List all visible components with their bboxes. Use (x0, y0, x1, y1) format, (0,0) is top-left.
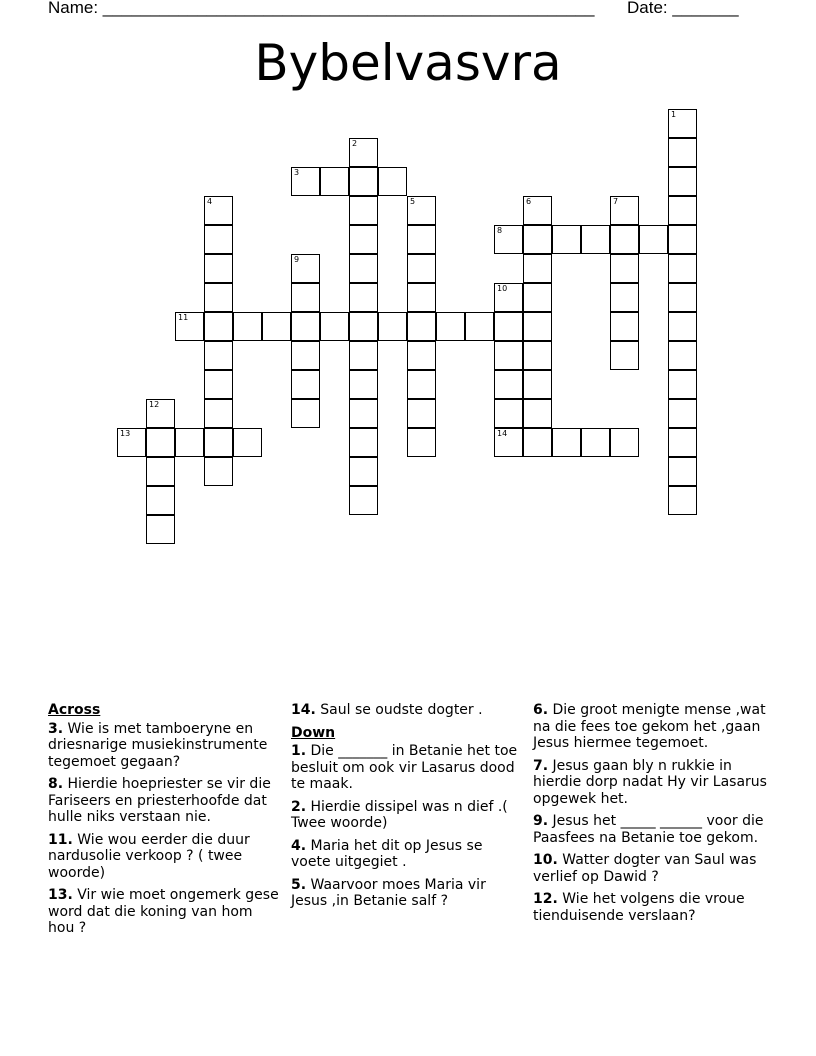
clues-column-1 (48, 702, 283, 943)
crossword-cell[interactable] (349, 428, 378, 457)
crossword-cell[interactable] (668, 428, 697, 457)
crossword-cell[interactable] (494, 370, 523, 399)
crossword-cell[interactable] (291, 341, 320, 370)
clue-number: 11 (178, 313, 189, 322)
crossword-cell[interactable] (494, 428, 523, 457)
crossword-cell[interactable] (552, 225, 581, 254)
crossword-cell[interactable] (668, 399, 697, 428)
clue-number: 10 (497, 284, 508, 293)
crossword-cell[interactable] (291, 254, 320, 283)
crossword-cell[interactable] (291, 370, 320, 399)
crossword-cell[interactable] (204, 312, 233, 341)
crossword-cell[interactable] (146, 486, 175, 515)
crossword-cell[interactable] (320, 312, 349, 341)
crossword-cell[interactable] (204, 225, 233, 254)
crossword-cell[interactable] (668, 312, 697, 341)
crossword-cell[interactable] (146, 457, 175, 486)
crossword-cell[interactable] (175, 428, 204, 457)
clue-number: 13 (120, 429, 131, 438)
crossword-cell[interactable] (465, 312, 494, 341)
crossword-cell[interactable] (668, 254, 697, 283)
crossword-cell[interactable] (523, 312, 552, 341)
crossword-cell[interactable] (610, 283, 639, 312)
crossword-cell[interactable] (291, 283, 320, 312)
crossword-cell[interactable] (523, 370, 552, 399)
clue-down-10: 10. Watter dogter van Saul was verlief op Dawid ? (533, 852, 757, 885)
crossword-cell[interactable] (610, 312, 639, 341)
crossword-cell[interactable] (233, 312, 262, 341)
crossword-cell[interactable] (668, 341, 697, 370)
crossword-cell[interactable] (668, 370, 697, 399)
clue-down-12: 12. Wie het volgens die vroue tienduisende verslaan? (533, 891, 745, 924)
clue-number: 8 (497, 226, 503, 235)
date-field-label: Date: _______ (627, 0, 739, 17)
crossword-cell[interactable] (552, 428, 581, 457)
crossword-cell[interactable] (204, 196, 233, 225)
crossword-cell[interactable] (494, 399, 523, 428)
clue-number: 4 (207, 197, 213, 206)
crossword-cell[interactable] (407, 196, 436, 225)
crossword-cell[interactable] (146, 515, 175, 544)
crossword-cell[interactable] (175, 312, 204, 341)
crossword-cell[interactable] (291, 312, 320, 341)
crossword-cell[interactable] (349, 370, 378, 399)
clue-number: 2 (352, 139, 358, 148)
crossword-cell[interactable] (204, 428, 233, 457)
crossword-cell[interactable] (378, 167, 407, 196)
crossword-cell[interactable] (204, 399, 233, 428)
clue-number: 5 (410, 197, 416, 206)
crossword-cell[interactable] (639, 225, 668, 254)
crossword-cell[interactable] (523, 196, 552, 225)
crossword-cell[interactable] (668, 138, 697, 167)
crossword-cell[interactable] (610, 428, 639, 457)
crossword-cell[interactable] (349, 341, 378, 370)
crossword-cell[interactable] (668, 283, 697, 312)
crossword-cell[interactable] (320, 167, 349, 196)
crossword-cell[interactable] (349, 399, 378, 428)
crossword-cell[interactable] (349, 138, 378, 167)
crossword-cell[interactable] (407, 254, 436, 283)
crossword-cell[interactable] (668, 225, 697, 254)
clue-down-4: 4. Maria het dit op Jesus se voete uitgegiet . (291, 837, 483, 870)
crossword-cell[interactable] (349, 225, 378, 254)
crossword-cell[interactable] (349, 312, 378, 341)
clue-number: 6 (526, 197, 532, 206)
crossword-cell[interactable] (523, 428, 552, 457)
crossword-cell[interactable] (523, 341, 552, 370)
crossword-cell[interactable] (117, 428, 146, 457)
crossword-cell[interactable] (494, 312, 523, 341)
crossword-cell[interactable] (407, 225, 436, 254)
crossword-cell[interactable] (494, 225, 523, 254)
crossword-cell[interactable] (407, 370, 436, 399)
crossword-cell[interactable] (349, 457, 378, 486)
clue-across-14: 14. Saul se oudste dogter . (291, 702, 483, 718)
crossword-cell[interactable] (146, 399, 175, 428)
crossword-cell[interactable] (204, 370, 233, 399)
crossword-cell[interactable] (378, 312, 407, 341)
clue-across-3: 3. Wie is met tamboeryne en driesnarige musiekinstrumente tegemoet gegaan? (48, 720, 268, 770)
clue-across-13: 13. Vir wie moet ongemerk gese word dat die koning van hom hou ? (48, 887, 279, 936)
crossword-cell[interactable] (146, 428, 175, 457)
crossword-cell[interactable] (262, 312, 291, 341)
clue-down-7: 7. Jesus gaan bly n rukkie in hierdie dorp nadat Hy vir Lasarus opgewek het. (533, 757, 767, 807)
crossword-cell[interactable] (349, 254, 378, 283)
crossword-cell[interactable] (523, 283, 552, 312)
crossword-cell[interactable] (407, 428, 436, 457)
crossword-cell[interactable] (668, 457, 697, 486)
crossword-cell[interactable] (291, 399, 320, 428)
clue-number: 12 (149, 400, 160, 409)
clue-number: 14 (497, 429, 508, 438)
clue-down-6: 6. Die groot menigte mense ,wat na die fees toe gekom het ,gaan Jesus hiermee tegemoet. (533, 702, 766, 751)
crossword-cell[interactable] (407, 312, 436, 341)
crossword-cell[interactable] (581, 428, 610, 457)
across-heading: Across (48, 702, 101, 718)
clue-down-9: 9. Jesus het _____ ______ voor die Paasfees na Betanie toe gekom. (533, 813, 764, 846)
crossword-cell[interactable] (407, 341, 436, 370)
crossword-cell[interactable] (204, 254, 233, 283)
crossword-cell[interactable] (610, 196, 639, 225)
clues-column-3 (533, 702, 773, 930)
crossword-cell[interactable] (407, 283, 436, 312)
crossword-cell[interactable] (523, 225, 552, 254)
clue-number: 1 (671, 110, 677, 119)
clues-column-2 (291, 702, 523, 916)
crossword-cell[interactable] (610, 225, 639, 254)
crossword-cell[interactable] (436, 312, 465, 341)
crossword-cell[interactable] (494, 341, 523, 370)
clue-across-8: 8. Hierdie hoepriester se vir die Fariseers en priesterhoofde dat hulle niks verstaan nie. (48, 776, 271, 825)
crossword-cell[interactable] (204, 283, 233, 312)
clue-down-5: 5. Waarvoor moes Maria vir Jesus ,in Betanie salf ? (291, 876, 486, 909)
down-heading: Down (291, 724, 336, 741)
clue-across-11: 11. Wie wou eerder die duur nardusolie verkoop ? ( twee woorde) (48, 831, 250, 881)
crossword-cell[interactable] (349, 167, 378, 196)
crossword-cell[interactable] (668, 486, 697, 515)
name-field-label: Name: ____________________________________________________ (48, 0, 595, 17)
crossword-cell[interactable] (349, 283, 378, 312)
crossword-cell[interactable] (581, 225, 610, 254)
crossword-cell[interactable] (407, 399, 436, 428)
page-title: Bybelvasvra (254, 34, 562, 92)
crossword-cell[interactable] (204, 457, 233, 486)
crossword-cell[interactable] (523, 399, 552, 428)
crossword-cell[interactable] (494, 283, 523, 312)
crossword-cell[interactable] (349, 486, 378, 515)
clue-number: 3 (294, 168, 300, 177)
clue-down-1: 1. Die _______ in Betanie het toe besluit om ook vir Lasarus dood te maak. (291, 743, 518, 792)
crossword-cell[interactable] (668, 167, 697, 196)
crossword-cell[interactable] (291, 167, 320, 196)
clue-down-2: 2. Hierdie dissipel was n dief .( Twee woorde) (291, 798, 508, 831)
crossword-cell[interactable] (610, 254, 639, 283)
crossword-cell[interactable] (668, 196, 697, 225)
clue-number: 7 (613, 197, 619, 206)
clue-number: 9 (294, 255, 300, 264)
crossword-cell[interactable] (668, 109, 697, 138)
crossword-cell[interactable] (204, 341, 233, 370)
crossword-cell[interactable] (349, 196, 378, 225)
crossword-cell[interactable] (610, 341, 639, 370)
crossword-cell[interactable] (523, 254, 552, 283)
crossword-cell[interactable] (233, 428, 262, 457)
